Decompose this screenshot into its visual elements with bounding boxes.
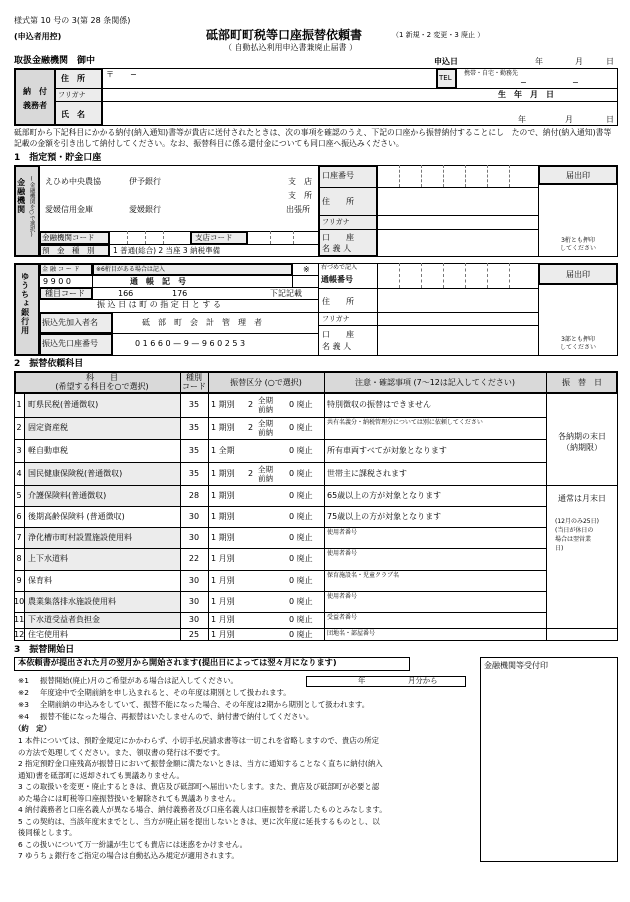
row-divider <box>14 439 546 440</box>
row-option-1[interactable]: 1 月別 <box>211 596 235 606</box>
row-option-cancel[interactable]: 0 廃止 <box>289 629 313 639</box>
yucho-holder-address-label: 住 所 <box>322 297 354 306</box>
row-option-2-num[interactable]: 2 <box>248 400 254 409</box>
bank-seal-note-1: 3桁とも押印 <box>561 237 595 244</box>
deposit-type-options[interactable]: 1 普通(総合) 2 当座 3 納税準備 <box>113 246 221 255</box>
row-option-1[interactable]: 1 月別 <box>211 575 235 585</box>
intro-text: 砥部町から下記科目にかかる納付(納入通知)書等が貴店に送付されたときは、次の事項を確認のうえ、下記の口座から振替納付することにし たので、納付(納入通知)書等記載の金額を引き出して納付してください。なお、振替科目に係る還付金についても同口座へ振込みください。 <box>14 128 612 148</box>
yucho-tsucho-no: 通帳番号 <box>321 275 353 284</box>
header-code-2: コード <box>182 382 206 391</box>
payee-acct-value: 0 1 6 6 0 — 9 — 9 6 0 2 5 3 <box>135 339 246 348</box>
bank-side-note: (金融機関を○で選択) <box>28 176 35 238</box>
row-note: 使用者番号 <box>327 550 358 557</box>
row-number: 3 <box>16 445 22 455</box>
header-notes: 注意・確認事項 (7〜12は記入してください) <box>354 378 516 387</box>
item-code-note: 下記記載 <box>270 289 302 298</box>
row-item-name[interactable]: 農業集落排水施設使用料 <box>28 596 116 606</box>
row-number: 6 <box>16 511 22 521</box>
terms-line: 後同様とします。 <box>18 828 77 837</box>
row-note: 使用者番号 <box>327 529 358 536</box>
receipt-label: 金融機関等受付印 <box>484 661 548 670</box>
row-divider <box>14 628 618 629</box>
yucho-holder-label-1: 口 座 <box>322 330 354 339</box>
bank-holder-label-1: 口 座 <box>322 233 354 242</box>
row-note: 世帯主に課税されます <box>327 468 407 478</box>
terms-line: 3 この取扱いを変更・廃止するときは、貴店及び砥部町へ届出いたします。また、貴店及び砥部町が必要と認 <box>18 782 380 791</box>
section1-title: 1 指定預・貯金口座 <box>14 153 102 163</box>
row-option-cancel[interactable]: 0 廃止 <box>289 490 313 500</box>
tel-dash-2: − <box>572 78 579 87</box>
row-option-cancel[interactable]: 0 廃止 <box>289 615 313 624</box>
row-item-name[interactable]: 下水道受益者負担金 <box>28 615 100 624</box>
start-banner-text: 本依頼書が提出された月の翌月から開始されます(提出日によっては翌々月になります) <box>18 657 337 667</box>
row-option-1[interactable]: 1 期別 <box>211 468 235 478</box>
row-item-name[interactable]: 固定資産税 <box>28 423 68 432</box>
title-options: （1 新規・2 変更・3 廃止 ） <box>392 31 485 39</box>
item-code-label: 種目コード <box>45 289 85 298</box>
yucho-kigo-label: 通 帳 記 号 <box>130 277 186 286</box>
row-option-2b[interactable]: 前納 <box>258 405 273 414</box>
row-item-name[interactable]: 浄化槽市町村設置施設使用料 <box>28 532 132 542</box>
date-a-2: （納期限） <box>562 443 602 452</box>
start-month: 月分から <box>408 676 438 685</box>
note-3-text: 全期前納の申込みをしていて、振替不能になった場合、その年度は2期から期別として扱われます。 <box>40 700 370 709</box>
row-option-2-num[interactable]: 2 <box>248 468 254 478</box>
row-number: 1 <box>16 400 22 409</box>
row-code: 35 <box>188 468 200 478</box>
bank-ehime[interactable]: 愛媛銀行 <box>129 205 161 214</box>
terms-line: めた場合には町税等口座振替扱いを解除されても異議ありません。 <box>18 793 241 803</box>
row-code: 35 <box>188 423 200 432</box>
item-code-176: 176 <box>172 289 188 298</box>
row-item-name[interactable]: 軽自動車税 <box>28 445 68 455</box>
row-code: 30 <box>188 596 200 606</box>
bank-holder-address-label: 住 所 <box>322 197 354 206</box>
yucho-seal-note-1: 3部とも押印 <box>561 336 595 343</box>
note-2-text: 年度途中で全期前納を申し込まれると、その年度は期別として扱われます。 <box>40 688 291 697</box>
tel-note: 携帯・自宅・勤務先 <box>464 70 519 77</box>
branch-shiten[interactable]: 支 店 <box>288 177 312 186</box>
page-subtitle: （ 自動払込利用申込書兼廃止届書 ） <box>224 43 358 52</box>
terms-line: 6 この扱いについて万一紛議が生じても貴店には迷惑をかけません。 <box>18 839 248 849</box>
start-year: 年 <box>358 676 366 685</box>
acct-no-label: 口座番号 <box>322 171 354 180</box>
row-option-cancel[interactable]: 0 廃止 <box>289 511 313 521</box>
item-code-166: 166 <box>118 289 134 298</box>
row-number: 11 <box>14 615 25 624</box>
row-note: 使用者番号 <box>327 593 358 600</box>
row-note: 特別徴収の振替はできません <box>327 400 431 409</box>
row-item-name[interactable]: 上下水道料 <box>28 554 68 563</box>
terms-line: の方法で処理してください。また、領収書の発行は不要です。 <box>18 747 225 757</box>
start-month-box[interactable] <box>306 676 466 687</box>
yucho-right-note: 右づめで記入 <box>321 264 358 271</box>
row-option-cancel[interactable]: 0 廃止 <box>289 400 313 409</box>
row-option-cancel[interactable]: 0 廃止 <box>289 596 313 606</box>
row-item-name[interactable]: 後期高齢保険料 (普通徴収) <box>28 511 125 521</box>
yucho-kigo-note: ※6桁目がある場合は記入 <box>96 266 165 273</box>
row-number: 2 <box>16 423 22 432</box>
row-code: 25 <box>188 629 200 639</box>
terms-line: 2 指定預貯金口座残高が振替日において振替金額に満たないときは、当方に通知することなく直ちに納付(納入 <box>18 759 383 768</box>
payee-value: 砥 部 町 会 計 管 理 者 <box>142 318 262 327</box>
deposit-type-label: 預 金 種 別 <box>42 246 95 255</box>
bank-holder-label-2: 名 義 人 <box>322 244 352 253</box>
row-option-cancel[interactable]: 0 廃止 <box>289 468 313 478</box>
row-option-2a[interactable]: 全期 <box>258 396 273 405</box>
row-code: 35 <box>188 445 200 455</box>
date-day: 日 <box>606 57 614 66</box>
row-option-1[interactable]: 1 期別 <box>211 532 235 542</box>
row-number: 8 <box>16 554 22 563</box>
row-note: 団地名・部屋番号 <box>327 630 376 637</box>
row-option-1[interactable]: 1 期別 <box>211 490 235 500</box>
date-year: 年 <box>535 57 543 66</box>
terms-title: （約 定） <box>14 724 51 733</box>
note-1-text: 振替開始(廃止)月のご希望がある場合は記入してください。 <box>40 676 238 685</box>
row-option-1[interactable]: 1 月別 <box>211 615 235 624</box>
payee-acct-label: 振込先口座番号 <box>42 339 98 348</box>
note-2-mark: ※2 <box>18 688 29 697</box>
name-label: 氏 名 <box>61 110 85 119</box>
row-note: 所有車両すべてが対象となります <box>327 445 447 455</box>
yucho-holder-label-2: 名 義 人 <box>322 342 352 351</box>
row-item-name[interactable]: 国民健康保険税(普通徴収) <box>28 468 123 478</box>
bank-code-label: 金融機関コード <box>42 233 95 242</box>
row-number: 5 <box>16 490 22 500</box>
date-c-2: (当日が休日の <box>555 527 594 534</box>
row-item-name[interactable]: 保育料 <box>28 575 52 585</box>
branch-shucchojo[interactable]: 出張所 <box>286 205 310 214</box>
row-option-cancel[interactable]: 0 廃止 <box>289 423 313 432</box>
birth-month: 月 <box>565 115 573 124</box>
tel-label: TEL <box>439 74 452 82</box>
bank-seal-label: 届出印 <box>566 171 590 180</box>
birth-year: 年 <box>518 115 526 124</box>
row-item-name[interactable]: 住宅使用料 <box>28 629 68 639</box>
row-option-1[interactable]: 1 期別 <box>211 423 235 432</box>
bank-side-label: 金融機関 <box>16 178 26 214</box>
note-4-text: 振替不能になった場合、再振替はいたしませんので、納付書で納付してください。 <box>40 712 314 721</box>
row-option-2a[interactable]: 全期 <box>258 419 273 428</box>
bank-ehime-ja[interactable]: えひめ中央農協 <box>45 177 101 186</box>
section3-title: 3 振替開始日 <box>14 645 75 655</box>
yucho-side-label: ゆうちょ銀行用 <box>20 272 30 335</box>
terms-line: 7 ゆうちょ銀行をご指定の場合は自動払込み規定が適用されます。 <box>18 851 239 860</box>
terms-line: 4 納付義務者と口座名義人が異なる場合、納付義務者及び口座名義人は口座振替を承諾したものとみなします。 <box>18 805 387 814</box>
row-note: 受益者番号 <box>327 614 358 621</box>
transfer-designation: 振 込 日 は 町 の 指 定 日 と す る <box>97 300 221 309</box>
bank-ehime-shinkin[interactable]: 愛媛信用金庫 <box>45 205 93 214</box>
copy-type: (申込者用控) <box>14 32 62 41</box>
tel-dash-1: − <box>520 78 527 87</box>
row-option-2a[interactable]: 全期 <box>258 464 273 474</box>
note-4-mark: ※4 <box>18 712 29 721</box>
yucho-star: ※ <box>303 265 310 274</box>
furigana-label: フリガナ <box>58 91 86 99</box>
row-option-2-num[interactable]: 2 <box>248 423 254 432</box>
note-1-mark: ※1 <box>18 676 29 685</box>
terms-line: 通知)書を砥部町に返却されても異議ありません。 <box>18 770 184 780</box>
yucho-holder-furigana-label: フリガナ <box>322 315 350 323</box>
section2-title: 2 振替依頼科目 <box>14 359 84 369</box>
row-note: 保育施設名・児童クラブ名 <box>327 572 400 579</box>
date-month: 月 <box>575 57 583 66</box>
bank-seal-note-2: してください <box>559 245 596 252</box>
row-option-2b[interactable]: 前納 <box>258 473 273 483</box>
date-b: 通常は月末日 <box>558 494 606 503</box>
note-3-mark: ※3 <box>18 700 29 709</box>
header-transfer-date: 振 替 日 <box>562 378 602 387</box>
row-option-cancel[interactable]: 0 廃止 <box>289 532 313 542</box>
yucho-code-label: 金 融 コ ー ド <box>42 266 80 273</box>
row-code: 30 <box>188 511 200 521</box>
row-option-1[interactable]: 1 月別 <box>211 629 235 639</box>
form-number: 様式第 10 号の 3(第 28 条関係) <box>14 16 131 25</box>
row-divider <box>14 570 546 571</box>
date-label: 申込日 <box>434 57 458 66</box>
row-note: 共有名義分・納税管理分については別に依頼してください <box>327 419 483 426</box>
header-item: 科 目 <box>86 373 118 382</box>
row-number: 7 <box>16 532 22 542</box>
row-number: 4 <box>16 468 22 478</box>
taxpayer-label: 納 付 義務者 <box>23 87 47 110</box>
row-option-cancel[interactable]: 0 廃止 <box>289 554 313 563</box>
bank-holder-furigana-label: フリガナ <box>322 218 350 226</box>
row-option-1[interactable]: 1 全期 <box>211 445 235 455</box>
branch-code-label: 支店コード <box>195 233 233 242</box>
row-item-name[interactable]: 介護保険料(普通徴収) <box>28 490 107 500</box>
row-code: 30 <box>188 575 200 585</box>
row-option-2b[interactable]: 前納 <box>258 428 273 437</box>
row-option-1[interactable]: 1 期別 <box>211 511 235 521</box>
row-divider <box>14 506 546 507</box>
row-code: 30 <box>188 615 200 624</box>
header-item-note: (希望する科目を○で選択) <box>55 382 149 391</box>
page-title: 砥部町町税等口座振替依頼書 <box>206 28 363 42</box>
yucho-seal-label: 届出印 <box>566 270 590 279</box>
row-option-1[interactable]: 1 月別 <box>211 554 235 563</box>
row-note: 75歳以上の方が対象となります <box>327 511 442 521</box>
row-number: 9 <box>16 575 22 585</box>
row-note: 65歳以上の方が対象となります <box>327 490 442 500</box>
receipt-box <box>480 657 618 862</box>
row-option-cancel[interactable]: 0 廃止 <box>289 575 313 585</box>
branch-shisho[interactable]: 支 所 <box>288 191 312 200</box>
postal-mark[interactable]: 〒 − <box>106 70 137 79</box>
date-a-1: 各納期の末日 <box>558 432 606 441</box>
terms-line: 5 この契約は、当該年度末までとし、当方が廃止届を提出しないときは、更に次年度に延長するものとし、以 <box>18 816 380 826</box>
bank-iyo[interactable]: 伊予銀行 <box>129 177 161 186</box>
terms-line: 1 本件については、預貯金規定にかかわらず、小切手払戻請求書等は一切これを省略しますので、貴店の所定 <box>18 736 379 745</box>
payee-label: 振込先加入者名 <box>42 318 98 327</box>
row-item-name[interactable]: 町県民税(普通徴収) <box>28 400 99 409</box>
row-code: 28 <box>188 490 200 500</box>
row-code: 30 <box>188 532 200 542</box>
row-code: 22 <box>188 554 200 563</box>
row-option-1[interactable]: 1 期別 <box>211 400 235 409</box>
addressee-label: 取扱金融機関 御中 <box>14 56 96 66</box>
date-c-1: (12月のみ25日) <box>555 518 599 525</box>
header-category: 振替区分 (○で選択) <box>230 378 302 387</box>
header-code: 種別 <box>186 373 202 382</box>
yucho-code-digits: 9 9 0 0 <box>43 277 71 286</box>
row-number: 12 <box>14 629 25 639</box>
date-c-3: 場合は翌営業 <box>555 536 592 543</box>
date-c-4: 日) <box>555 545 564 552</box>
address-label: 住 所 <box>61 74 85 83</box>
birth-day: 日 <box>606 115 614 124</box>
row-number: 10 <box>14 596 25 606</box>
row-code: 35 <box>188 400 200 409</box>
yucho-seal-note-2: してください <box>559 344 596 351</box>
row-option-cancel[interactable]: 0 廃止 <box>289 445 313 455</box>
birth-label: 生 年 月 日 <box>498 90 554 99</box>
